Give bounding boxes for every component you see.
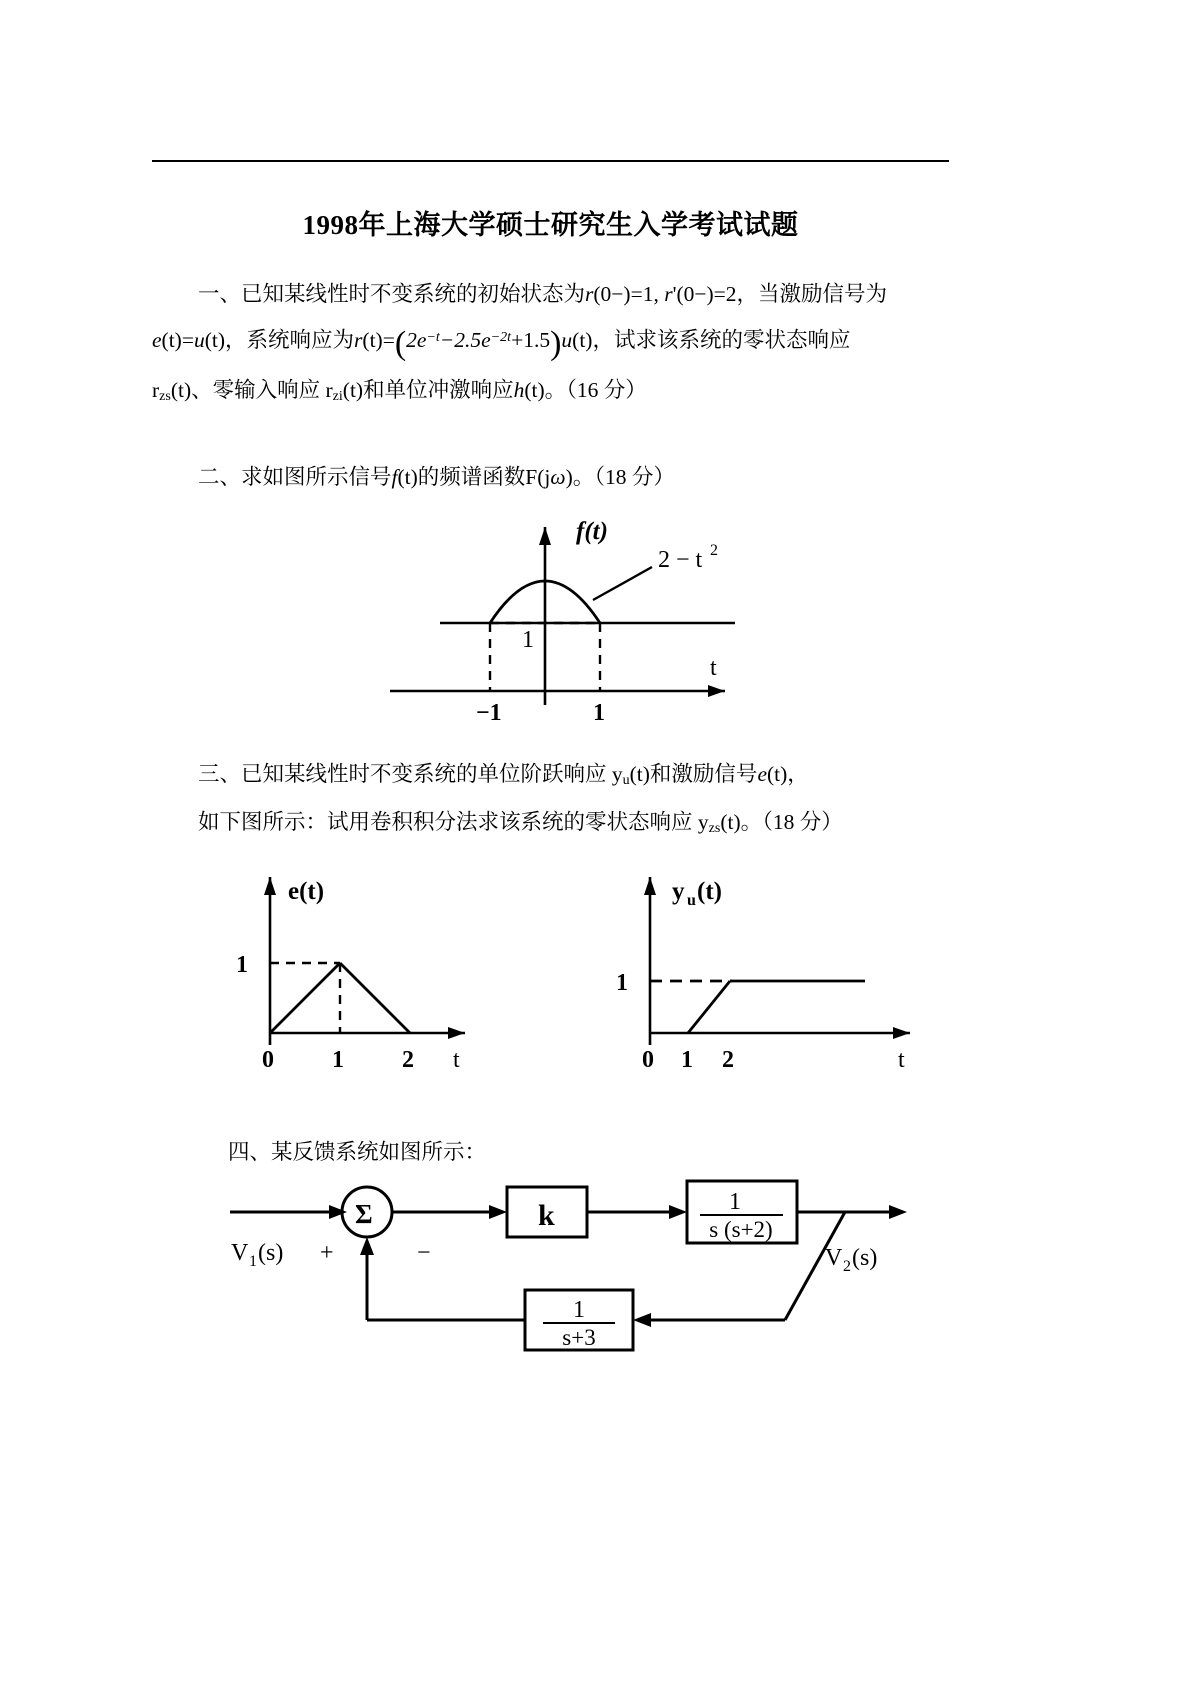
q2-score: （18 分）: [594, 465, 675, 489]
fig4-block2-den: s (s+2): [709, 1217, 773, 1242]
q1-end: ，试求该系统的零状态响应: [592, 328, 851, 352]
page-title: 1998年上海大学硕士研究生入学考试试题: [302, 210, 799, 240]
fig4-minus-sign: −: [417, 1240, 431, 1266]
fig4-input-sub: 1: [249, 1253, 257, 1270]
q1-r0-arg: (0−)=1,: [593, 282, 659, 306]
fig4-output-sub: 2: [843, 1258, 851, 1275]
paren-open: (: [394, 325, 407, 362]
fig3a-ylevel: 1: [236, 952, 248, 978]
fig2-ylabel: f(t): [576, 518, 608, 545]
q3-text-c: (t)，: [766, 762, 809, 786]
q1-r0: r: [585, 282, 594, 306]
question-1-line-1: [198, 272, 887, 316]
fig3b-ylevel: 1: [616, 970, 628, 996]
question-2: [198, 455, 675, 499]
q1-rzs-sub: zs: [159, 389, 171, 404]
fig3a-tick-2: 2: [402, 1047, 414, 1073]
question-1-line-3: [152, 368, 647, 419]
fig4-output-label: V: [825, 1245, 843, 1271]
q3-text-b: (t)和激励信号: [629, 762, 758, 786]
q2-text-c: )。: [565, 465, 595, 489]
fig4-block3-num: 1: [573, 1297, 585, 1323]
q1-u2: u: [561, 328, 573, 352]
fig4-sum-symbol: Σ: [355, 1199, 373, 1229]
q1-text-b: ，当激励信号为: [736, 282, 888, 306]
fig3b-ylabel: y: [672, 878, 685, 905]
q1-plus: +1.5: [511, 328, 551, 352]
q3-score: （18 分）: [762, 810, 843, 834]
fig3b-ylabel-end: (t): [697, 878, 722, 905]
fig3a-tick-0: 0: [262, 1047, 274, 1073]
fig3b-ylabel-sub: u: [687, 892, 696, 909]
fig2-level-label: 1: [522, 627, 534, 653]
fig3b-tick-2: 2: [722, 1047, 734, 1073]
fig4-output-arg: (s): [852, 1245, 878, 1271]
fig4-input-label: V: [231, 1240, 249, 1266]
q3-yu-sub: u: [622, 773, 630, 788]
q1-mid: ，系统响应为: [225, 328, 355, 352]
fig3a-ylabel: e(t): [288, 878, 325, 905]
q1-e: e: [152, 328, 162, 352]
q1-rp-arg: '(0−)=2: [672, 282, 737, 306]
fig4-plus-sign: +: [320, 1240, 334, 1266]
q3-text-d: 如下图所示：试用卷积积分法求该系统的零状态响应 y: [198, 810, 709, 834]
fig4-block-k: k: [538, 1199, 555, 1232]
figure-feedback-block-diagram: [195, 1165, 985, 1395]
fig3b-xlabel: t: [898, 1047, 905, 1073]
fig3b-tick-1: 1: [681, 1047, 693, 1073]
fig3a-tick-1: 1: [332, 1047, 344, 1073]
q1-e-arg: (t)=: [161, 328, 194, 352]
q1-rzi-arg: (t)和单位冲激响应: [342, 378, 514, 402]
q3-text-a: 三、已知某线性时不变系统的单位阶跃响应 y: [198, 762, 623, 786]
q1-exp2: −2t: [490, 330, 512, 345]
q1-score: （16 分）: [566, 378, 647, 402]
q1-rp: r: [664, 282, 673, 306]
q3-yzs-sub: zs: [708, 821, 721, 836]
q3-e: e: [757, 762, 767, 786]
fig3a-xlabel: t: [453, 1047, 460, 1073]
q1-u: u: [193, 328, 205, 352]
q1-u-arg: (t): [204, 328, 226, 352]
figure-signal-f-t: [380, 505, 800, 735]
q4-text: 四、某反馈系统如图所示：: [228, 1140, 487, 1164]
fig2-tick-left: −1: [476, 700, 502, 726]
q1-h: h: [513, 378, 525, 402]
fig4-block3-den: s+3: [562, 1325, 596, 1350]
q1-u2-arg: (t): [572, 328, 593, 352]
question-3-line-2: [198, 800, 843, 851]
q1-r-arg: (t)=: [362, 328, 395, 352]
q1-h-arg: (t)。: [524, 378, 567, 402]
fig4-block2-num: 1: [729, 1189, 741, 1215]
q2-text-b: (t)的频谱函数F(j: [397, 465, 551, 489]
q1-rzs-arg: (t)、零输入响应 r: [170, 378, 333, 402]
q1-rzs: r: [152, 378, 160, 402]
q1-rzi-sub: zi: [332, 389, 343, 404]
figure-group-q3: [210, 855, 970, 1085]
q2-omega: ω: [550, 465, 566, 489]
fig2-annotation-exp: 2: [710, 542, 718, 559]
q2-f: f: [391, 465, 398, 489]
q1-minus: −2.5e: [439, 328, 491, 352]
header-rule: [152, 160, 949, 162]
fig4-input-arg: (s): [258, 1240, 284, 1266]
q2-text-a: 二、求如图所示信号: [198, 465, 392, 489]
paren-close: ): [550, 325, 562, 362]
q1-expr1: 2e: [406, 328, 427, 352]
fig2-annotation: 2 − t: [658, 547, 703, 573]
q1-exp1: −t: [426, 330, 440, 345]
q1-r: r: [354, 328, 363, 352]
fig3b-tick-0: 0: [642, 1047, 654, 1073]
q1-text-a: 一、已知某线性时不变系统的初始状态为: [198, 282, 586, 306]
q3-text-e: (t)。: [720, 810, 763, 834]
question-1-line-2: [152, 316, 850, 366]
fig2-tick-right: 1: [593, 700, 605, 726]
fig2-xlabel: t: [710, 655, 717, 681]
question-3-line-1: [198, 752, 809, 803]
